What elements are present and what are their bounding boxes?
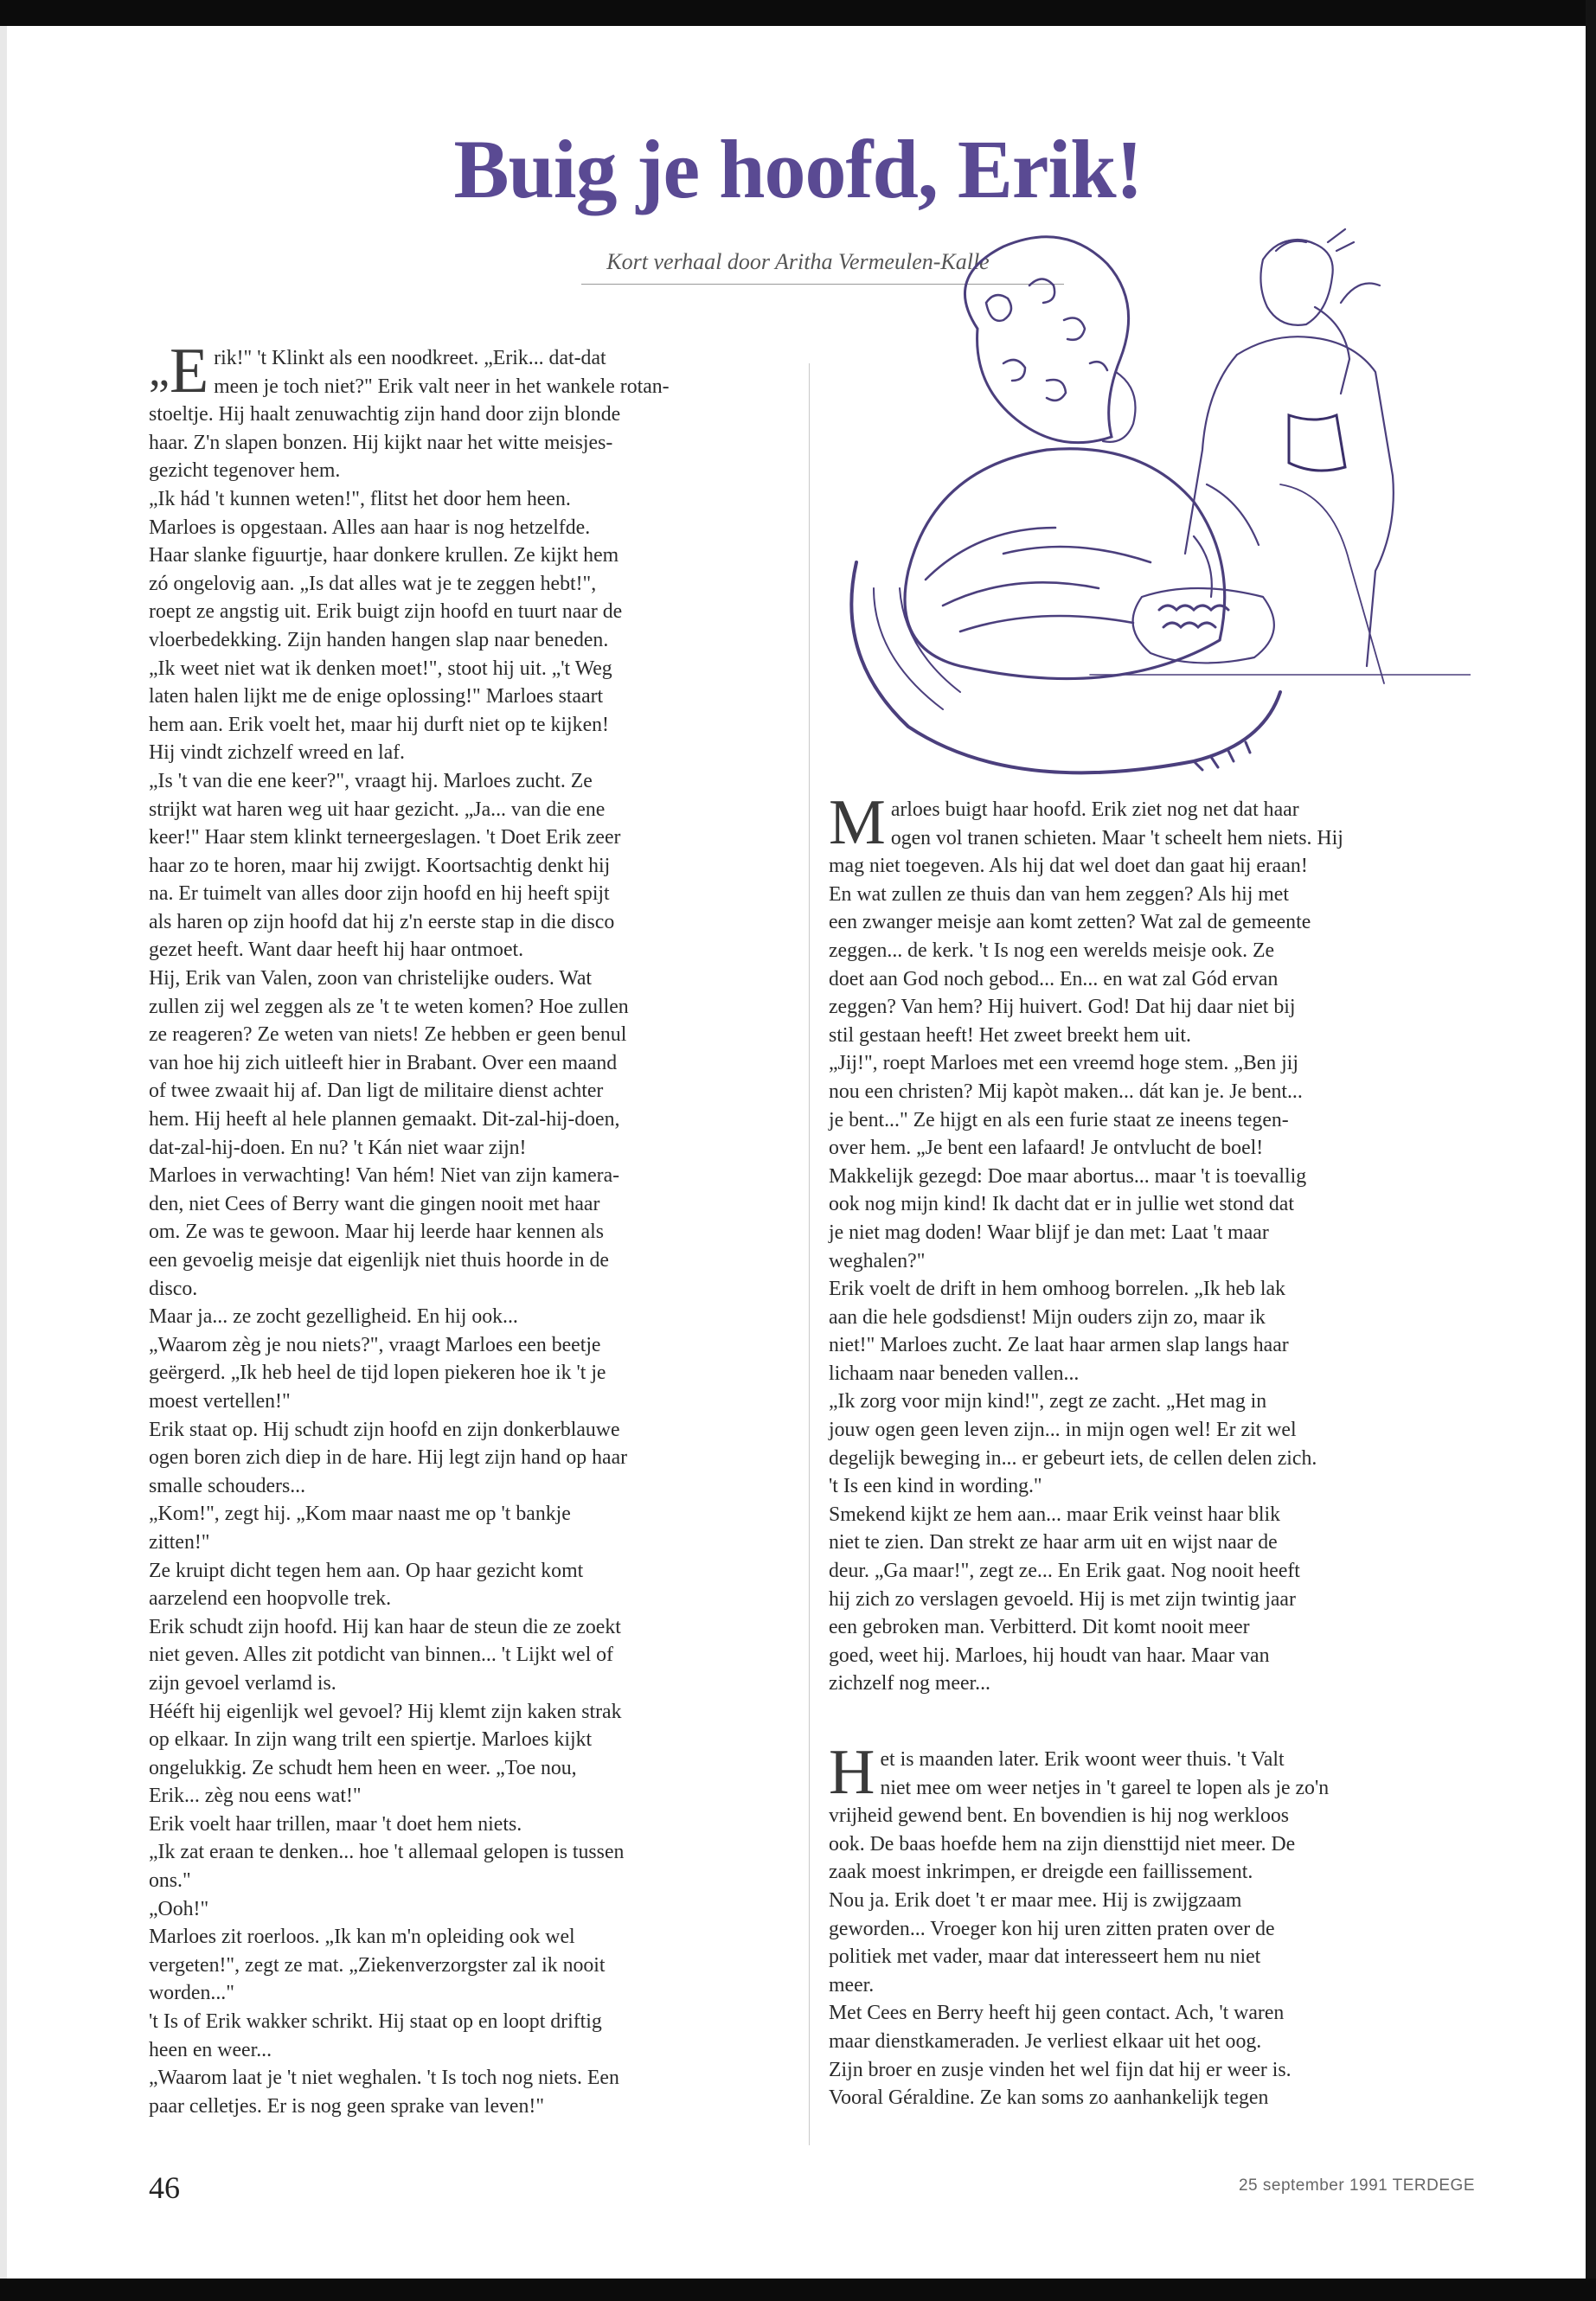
story-line: strijkt wat haren weg uit haar gezicht. „Ja... van die ene: [149, 798, 606, 821]
story-line: nou een christen? Mij kapòt maken... dát kan je. Je bent...: [829, 1080, 1303, 1103]
story-line: van hoe hij zich uitleeft hier in Brabant. Over een maand: [149, 1051, 618, 1074]
story-line: meen je toch niet?" Erik valt neer in het wankele rotan-: [214, 375, 670, 398]
story-line: als haren op zijn hoofd dat hij z'n eerste stap in die disco: [149, 910, 615, 933]
story-line: zeggen... de kerk. 't Is nog een werelds meisje ook. Ze: [829, 939, 1275, 962]
article-title: Buig je hoofd, Erik!: [453, 123, 1143, 215]
flower-bowl: [1133, 588, 1274, 663]
story-line: Hij, Erik van Valen, zoon van christelijke ouders. Wat: [149, 967, 593, 990]
story-line: zeggen? Van hem? Hij huivert. God! Dat hij daar niet bij: [829, 996, 1296, 1019]
story-line: paar celletjes. Er is nog geen sprake van leven!": [149, 2094, 545, 2118]
story-line: niet te zien. Dan strekt ze haar arm uit en wijst naar de: [829, 1531, 1278, 1554]
story-line: haar. Z'n slapen bonzen. Hij kijkt naar het witte meisjes-: [149, 431, 613, 454]
story-line: vrijheid gewend bent. En bovendien is hij nog werkloos: [829, 1804, 1290, 1828]
story-line: „Waarom zèg je nou niets?", vraagt Marloes een beetje: [149, 1333, 601, 1356]
story-line: ogen boren zich diep in de hare. Hij legt zijn hand op haar: [149, 1446, 628, 1470]
story-line: roept ze angstig uit. Erik buigt zijn hoofd en tuurt naar de: [149, 600, 623, 624]
story-line: deur. „Ga maar!", zegt ze... En Erik gaat. Nog nooit heeft: [829, 1560, 1300, 1583]
story-line: hij zich zo verslagen gevoeld. Hij is met zijn twintig jaar: [829, 1587, 1296, 1611]
story-line: om. Ze was te gewoon. Maar hij leerde haar kennen als: [149, 1221, 604, 1244]
story-line: een zwanger meisje aan komt zetten? Wat zal de gemeente: [829, 911, 1311, 934]
story-line: ook. De baas hoefde hem na zijn diensttijd niet meer. De: [829, 1832, 1296, 1856]
story-line: doet aan God noch gebod... En... en wat zal Gód ervan: [829, 967, 1279, 990]
story-line: zitten!": [149, 1530, 210, 1554]
story-line: „Ik zorg voor mijn kind!", zegt ze zacht. „Het mag in: [829, 1390, 1267, 1413]
story-line: Marloes in verwachting! Van hém! Niet van zijn kamera-: [149, 1164, 620, 1188]
story-line: aan die hele godsdienst! Mijn ouders zijn zo, maar ik: [829, 1305, 1266, 1329]
story-line: meer.: [829, 1973, 875, 1997]
story-line: den, niet Cees of Berry want die gingen nooit met haar: [149, 1192, 600, 1215]
boy-and-girl-ink-drawing-icon: [830, 225, 1471, 796]
story-line: disco.: [149, 1277, 198, 1300]
story-line: of twee zwaait hij af. Dan ligt de militaire dienst achter: [149, 1080, 604, 1103]
story-line: zó ongelovig aan. „Is dat alles wat je te zeggen hebt!",: [149, 572, 597, 595]
story-line: niet geven. Alles zit potdicht van binnen... 't Lijkt wel of: [149, 1644, 613, 1667]
story-line: Hij vindt zichzelf wreed en laf.: [149, 741, 406, 765]
story-line: hem. Hij heeft al hele plannen gemaakt. Dit-zal-hij-doen,: [149, 1108, 620, 1131]
story-lines: [829, 787, 1471, 1698]
girl-curly-hair: [965, 237, 1128, 443]
story-line: „Ik hád 't kunnen weten!", flitst het door hem heen.: [149, 487, 571, 510]
story-lines: [149, 336, 787, 2120]
story-line: hem aan. Erik voelt het, maar hij durft niet op te kijken!: [149, 713, 609, 736]
story-line: stil gestaan heeft! Het zweet breekt hem uit.: [829, 1023, 1191, 1047]
story-line: niet mee om weer netjes in 't gareel te lopen als je zo'n: [880, 1776, 1330, 1799]
shirt-print: [1289, 415, 1345, 471]
scan-edge-top: [0, 0, 1596, 26]
story-line: Ze kruipt dicht tegen hem aan. Op haar gezicht komt: [149, 1559, 584, 1582]
story-line: mag niet toegeven. Als hij dat wel doet dan gaat hij eraan!: [829, 855, 1308, 878]
story-lines: [829, 1737, 1471, 2112]
story-line: degelijk beweging in... er gebeurt iets, de cellen delen zich.: [829, 1446, 1317, 1470]
page-number: 46: [149, 2170, 180, 2205]
story-line: vloerbedekking. Zijn handen hangen slap naar beneden.: [149, 628, 609, 651]
story-line: op elkaar. In zijn wang trilt een spiertje. Marloes kijkt: [149, 1728, 593, 1752]
story-line: geworden... Vroeger kon hij uren zitten praten over de: [829, 1917, 1275, 1940]
drop-cap: M: [829, 787, 886, 858]
story-line: „Ooh!": [149, 1897, 209, 1920]
story-line: Met Cees en Berry heeft hij geen contact. Ach, 't waren: [829, 2002, 1285, 2025]
story-line: aarzelend een hoopvolle trek.: [149, 1587, 392, 1611]
story-line: Zijn broer en zusje vinden het wel fijn dat hij er weer is.: [829, 2058, 1292, 2081]
scan-edge-left: [0, 0, 7, 2301]
story-line: „Ik zat eraan te denken... hoe 't allemaal gelopen is tussen: [149, 1841, 625, 1864]
story-line: je niet mag doden! Waar blijf je dan met: Laat 't maar: [829, 1221, 1269, 1244]
story-line: dat-zal-hij-doen. En nu? 't Kán niet waar zijn!: [149, 1136, 527, 1159]
story-line: et is maanden later. Erik woont weer thuis. 't Valt: [880, 1748, 1285, 1771]
story-line: worden...": [149, 1982, 234, 2005]
story-line: zullen zij wel zeggen als ze 't te weten komen? Hoe zullen: [149, 995, 629, 1018]
scan-edge-bottom: [0, 2279, 1596, 2301]
story-line: Erik voelt haar trillen, maar 't doet hem niets.: [149, 1812, 522, 1836]
story-line: Nou ja. Erik doet 't er maar mee. Hij is zwijgzaam: [829, 1888, 1242, 1912]
story-line: zaak moest inkrimpen, er dreigde een faillissement.: [829, 1861, 1253, 1884]
story-line: 't Is een kind in wording.": [829, 1475, 1042, 1498]
story-line: heen en weer...: [149, 2038, 272, 2061]
story-line: ons.": [149, 1869, 191, 1893]
story-line: haar zo te horen, maar hij zwijgt. Koortsachtig denkt hij: [149, 854, 611, 877]
story-line: ongelukkig. Ze schudt hem heen en weer. „Toe nou,: [149, 1756, 577, 1779]
story-line: gezicht tegenover hem.: [149, 459, 341, 483]
story-line: weghalen?": [829, 1249, 926, 1272]
scan-edge-right: [1586, 0, 1596, 2301]
story-line: ogen vol tranen schieten. Maar 't scheelt hem niets. Hij: [890, 826, 1343, 849]
story-line: ze reageren? Ze weten van niets! Ze hebben er geen benul: [149, 1023, 627, 1047]
story-line: Marloes is opgestaan. Alles aan haar is nog hetzelfde.: [149, 516, 591, 539]
story-line: een gevoelig meisje dat eigenlijk niet thuis hoorde in de: [149, 1249, 609, 1272]
story-line: jouw ogen geen leven zijn... in mijn ogen wel! Er zit wel: [829, 1419, 1297, 1442]
story-line: arloes buigt haar hoofd. Erik ziet nog net dat haar: [890, 798, 1299, 821]
story-line: Vooral Géraldine. Ze kan soms zo aanhankelijk tegen: [829, 2086, 1269, 2110]
story-line: „Ik weet niet wat ik denken moet!", stoot hij uit. „'t Weg: [149, 657, 612, 680]
story-line: stoeltje. Hij haalt zenuwachtig zijn hand door zijn blonde: [149, 403, 621, 426]
girl-shoulders: [905, 449, 1225, 679]
story-line: over hem. „Je bent een lafaard! Je ontvlucht de boel!: [829, 1137, 1264, 1160]
story-line: Haar slanke figuurtje, haar donkere krullen. Ze kijkt hem: [149, 544, 619, 567]
story-line: „Jij!", roept Marloes met een vreemd hoge stem. „Ben jij: [829, 1052, 1298, 1075]
story-line: na. Er tuimelt van alles door zijn hoofd en hij heeft spijt: [149, 882, 610, 906]
story-line: Erik staat op. Hij schudt zijn hoofd en zijn donkerblauwe: [149, 1418, 620, 1441]
story-line: zijn gevoel verlamd is.: [149, 1671, 337, 1695]
story-column-right-1: [829, 787, 1471, 1698]
story-line: „Waarom laat je 't niet weghalen. 't Is toch nog niets. Een: [149, 2067, 619, 2090]
story-column-right-2: [829, 1737, 1471, 2112]
wicker-chair: [851, 562, 1280, 772]
story-line: 't Is of Erik wakker schrikt. Hij staat op en loopt driftig: [149, 2010, 602, 2034]
story-line: vergeten!", zegt ze mat. „Ziekenverzorgster zal ik nooit: [149, 1953, 606, 1977]
story-line: Makkelijk gezegd: Doe maar abortus... maar 't is toevallig: [829, 1164, 1307, 1188]
story-line: Erik schudt zijn hoofd. Hij kan haar de steun die ze zoekt: [149, 1615, 621, 1638]
story-line: goed, weet hij. Marloes, hij houdt van haar. Maar van: [829, 1644, 1270, 1667]
story-column-left: [149, 336, 787, 2120]
story-line: „Is 't van die ene keer?", vraagt hij. Marloes zucht. Ze: [149, 769, 593, 792]
story-line: laten halen lijkt me de enige oplossing!" Marloes staart: [149, 685, 604, 708]
boy-torso: [1237, 336, 1394, 666]
story-line: politiek met vader, maar dat interesseert hem nu niet: [829, 1945, 1261, 1969]
drop-cap: H: [829, 1737, 875, 1808]
story-line: Smekend kijkt ze hem aan... maar Erik veinst haar blik: [829, 1503, 1281, 1526]
column-divider: [809, 363, 810, 2145]
story-line: Marloes zit roerloos. „Ik kan m'n opleiding ook wel: [149, 1926, 575, 1949]
story-line: je bent..." Ze hijgt en als een furie staat ze ineens tegen-: [829, 1108, 1289, 1131]
story-line: niet!" Marloes zucht. Ze laat haar armen slap langs haar: [829, 1334, 1289, 1357]
story-line: ook nog mijn kind! Ik dacht dat er in jullie wet stond dat: [829, 1193, 1294, 1216]
story-line: maar dienstkameraden. Je verliest elkaar uit het oog.: [829, 2029, 1262, 2053]
story-line: keer!" Haar stem klinkt terneergeslagen. 't Doet Erik zeer: [149, 826, 621, 849]
story-line: geërgerd. „Ik heb heel de tijd lopen piekeren hoe ik 't je: [149, 1362, 606, 1385]
story-line: gezet heeft. Want daar heeft hij haar ontmoet.: [149, 939, 524, 962]
story-line: Hééft hij eigenlijk wel gevoel? Hij klemt zijn kaken strak: [149, 1700, 622, 1723]
story-line: zichzelf nog meer...: [829, 1672, 990, 1695]
story-line: En wat zullen ze thuis dan van hem zeggen? Als hij met: [829, 882, 1289, 906]
story-line: Maar ja... ze zocht gezelligheid. En hij ook...: [149, 1305, 518, 1329]
story-line: smalle schouders...: [149, 1474, 306, 1497]
story-line: een gebroken man. Verbitterd. Dit komt nooit meer: [829, 1616, 1250, 1639]
story-line: moest vertellen!": [149, 1389, 291, 1413]
story-line: rik!" 't Klinkt als een noodkreet. „Erik... dat-dat: [214, 347, 606, 369]
story-line: Erik voelt de drift in hem omhoog borrelen. „Ik heb lak: [829, 1278, 1286, 1301]
story-line: „Kom!", zegt hij. „Kom maar naast me op 't bankje: [149, 1503, 571, 1526]
drop-cap: „E: [149, 336, 209, 407]
story-line: Erik... zèg nou eens wat!": [149, 1785, 362, 1808]
article-byline: Kort verhaal door Aritha Vermeulen-Kalle: [606, 249, 990, 274]
story-line: lichaam naar beneden vallen...: [829, 1362, 1080, 1385]
issue-date: 25 september 1991 TERDEGE: [1238, 2176, 1475, 2195]
